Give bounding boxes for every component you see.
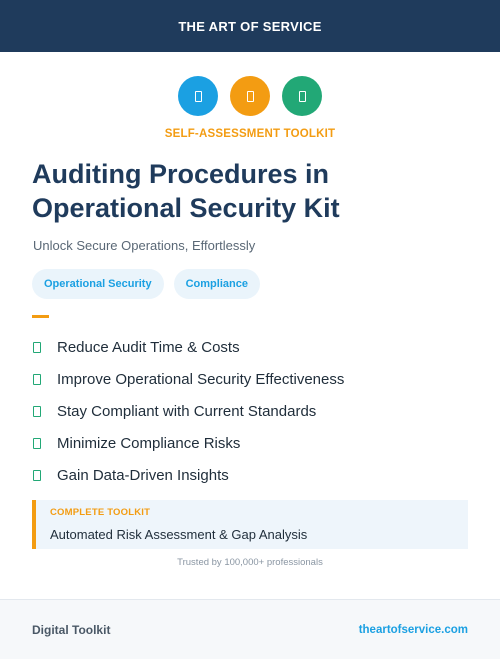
feature-text: Reduce Audit Time & Costs (57, 338, 240, 356)
feature-item (33, 459, 344, 491)
feature-text: Improve Operational Security Effectiveness (57, 370, 345, 388)
title-line-2: Operational Security Kit (32, 193, 340, 223)
check-icon (33, 374, 41, 385)
callout-label: COMPLETE TOOLKIT (50, 507, 151, 518)
footer-website-link[interactable]: theartofservice.com (358, 623, 468, 636)
tag-compliance[interactable]: Compliance (174, 269, 260, 299)
document-icon (299, 91, 306, 102)
trust-note: Trusted by 100,000+ professionals (177, 557, 323, 568)
feature-text: Minimize Compliance Risks (57, 434, 241, 452)
feature-text: Gain Data-Driven Insights (57, 466, 229, 484)
feature-list (33, 331, 344, 491)
footer-product-label: Digital Toolkit (32, 622, 111, 637)
check-icon (33, 438, 41, 449)
tag-operational-security[interactable]: Operational Security (32, 269, 164, 299)
check-icon (33, 342, 41, 353)
tag-list (32, 269, 260, 299)
green-badge (282, 76, 322, 116)
eyebrow-label: SELF-ASSESSMENT TOOLKIT (164, 128, 336, 140)
title-line-1: Auditing Procedures in (32, 159, 330, 189)
feature-text: Stay Compliant with Current Standards (57, 402, 317, 420)
feature-item (33, 331, 344, 363)
accent-divider (32, 315, 49, 318)
toolkit-callout (32, 500, 468, 549)
subtitle: Unlock Secure Operations, Effortlessly (33, 238, 256, 253)
blue-badge (178, 76, 218, 116)
check-icon (33, 406, 41, 417)
document-icon (247, 91, 254, 102)
orange-badge (230, 76, 270, 116)
brand-name: THE ART OF SERVICE (178, 18, 322, 34)
callout-text: Automated Risk Assessment & Gap Analysis (50, 527, 308, 542)
feature-item (33, 395, 344, 427)
page-footer (0, 599, 500, 659)
document-icon (195, 91, 202, 102)
feature-item (33, 363, 344, 395)
brand-header (0, 0, 500, 52)
feature-item (33, 427, 344, 459)
page-title (32, 157, 472, 225)
check-icon (33, 470, 41, 481)
icon-row (0, 76, 500, 116)
